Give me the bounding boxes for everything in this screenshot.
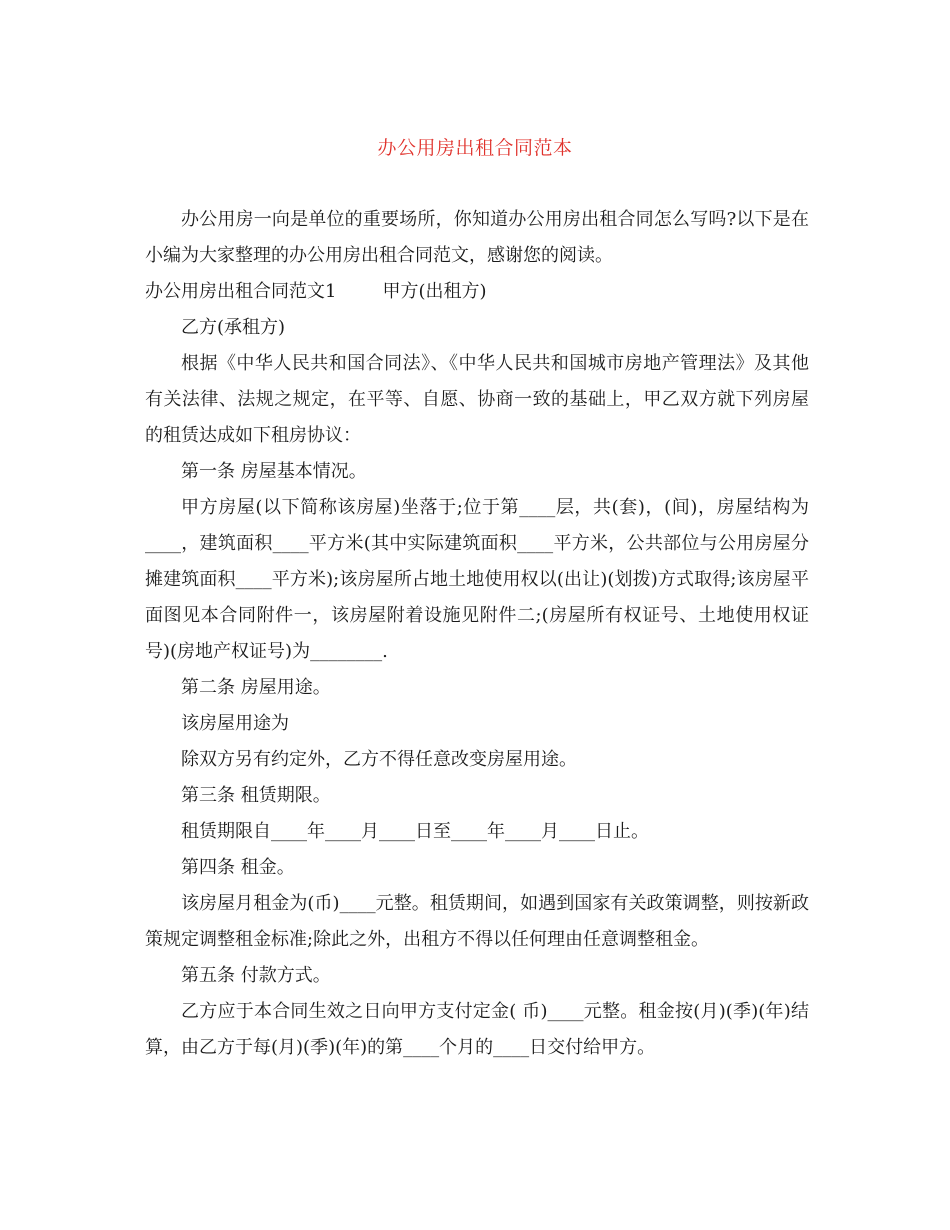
article-1-title: 第一条 房屋基本情况。 [181,461,367,482]
article-4-title: 第四条 租金。 [181,857,295,878]
party-b-label: 乙方(承租方) [181,317,286,338]
article-2-line-2: 除双方另有约定外，乙方不得任意改变房屋用途。 [181,749,577,770]
article-1-body: 甲方房屋(以下简称该房屋)坐落于;位于第____层，共(套)，(间)，房屋结构为____，建筑面积____平方米(其中实际建筑面积____平方米，公共部位与公用房屋分摊建筑面积____平方米);该房屋所占地土地使用权以(出让)(划拨)方式取得;该房屋平面图见本合同附件一，该房屋附着设施见附件二;(房屋所有权证号、土地使用权证号)(房地产权证号)为________. [145,497,809,662]
sample-heading: 办公用房出租合同范文1 [145,281,337,302]
sample-heading-line [145,274,809,310]
article-4-body: 该房屋月租金为(币)____元整。租赁期间，如遇到国家有关政策调整，则按新政策规定调整租金标准;除此之外，出租方不得以任何理由任意调整租金。 [145,893,809,950]
intro-paragraph: 办公用房一向是单位的重要场所，你知道办公用房出租合同怎么写吗?以下是在小编为大家整理的办公用房出租合同范文，感谢您的阅读。 [145,209,809,266]
article-5-title: 第五条 付款方式。 [181,965,331,986]
article-2-title: 第二条 房屋用途。 [181,677,331,698]
article-2-line-1: 该房屋用途为 [181,713,289,734]
document-title: 办公用房出租合同范本 [377,137,573,159]
article-5-body: 乙方应于本合同生效之日向甲方支付定金( 币)____元整。租金按(月)(季)(年)结算，由乙方于每(月)(季)(年)的第____个月的____日交付给甲方。 [145,1001,809,1058]
basis-paragraph: 根据《中华人民共和国合同法》、《中华人民共和国城市房地产管理法》及其他有关法律、法规之规定，在平等、自愿、协商一致的基础上，甲乙双方就下列房屋的租赁达成如下租房协议： [145,353,809,446]
article-3-title: 第三条 租赁期限。 [181,785,331,806]
document-body [145,202,809,1066]
article-3-body: 租赁期限自____年____月____日至____年____月____日止。 [181,821,649,842]
party-a-label: 甲方(出租方) [382,281,487,302]
